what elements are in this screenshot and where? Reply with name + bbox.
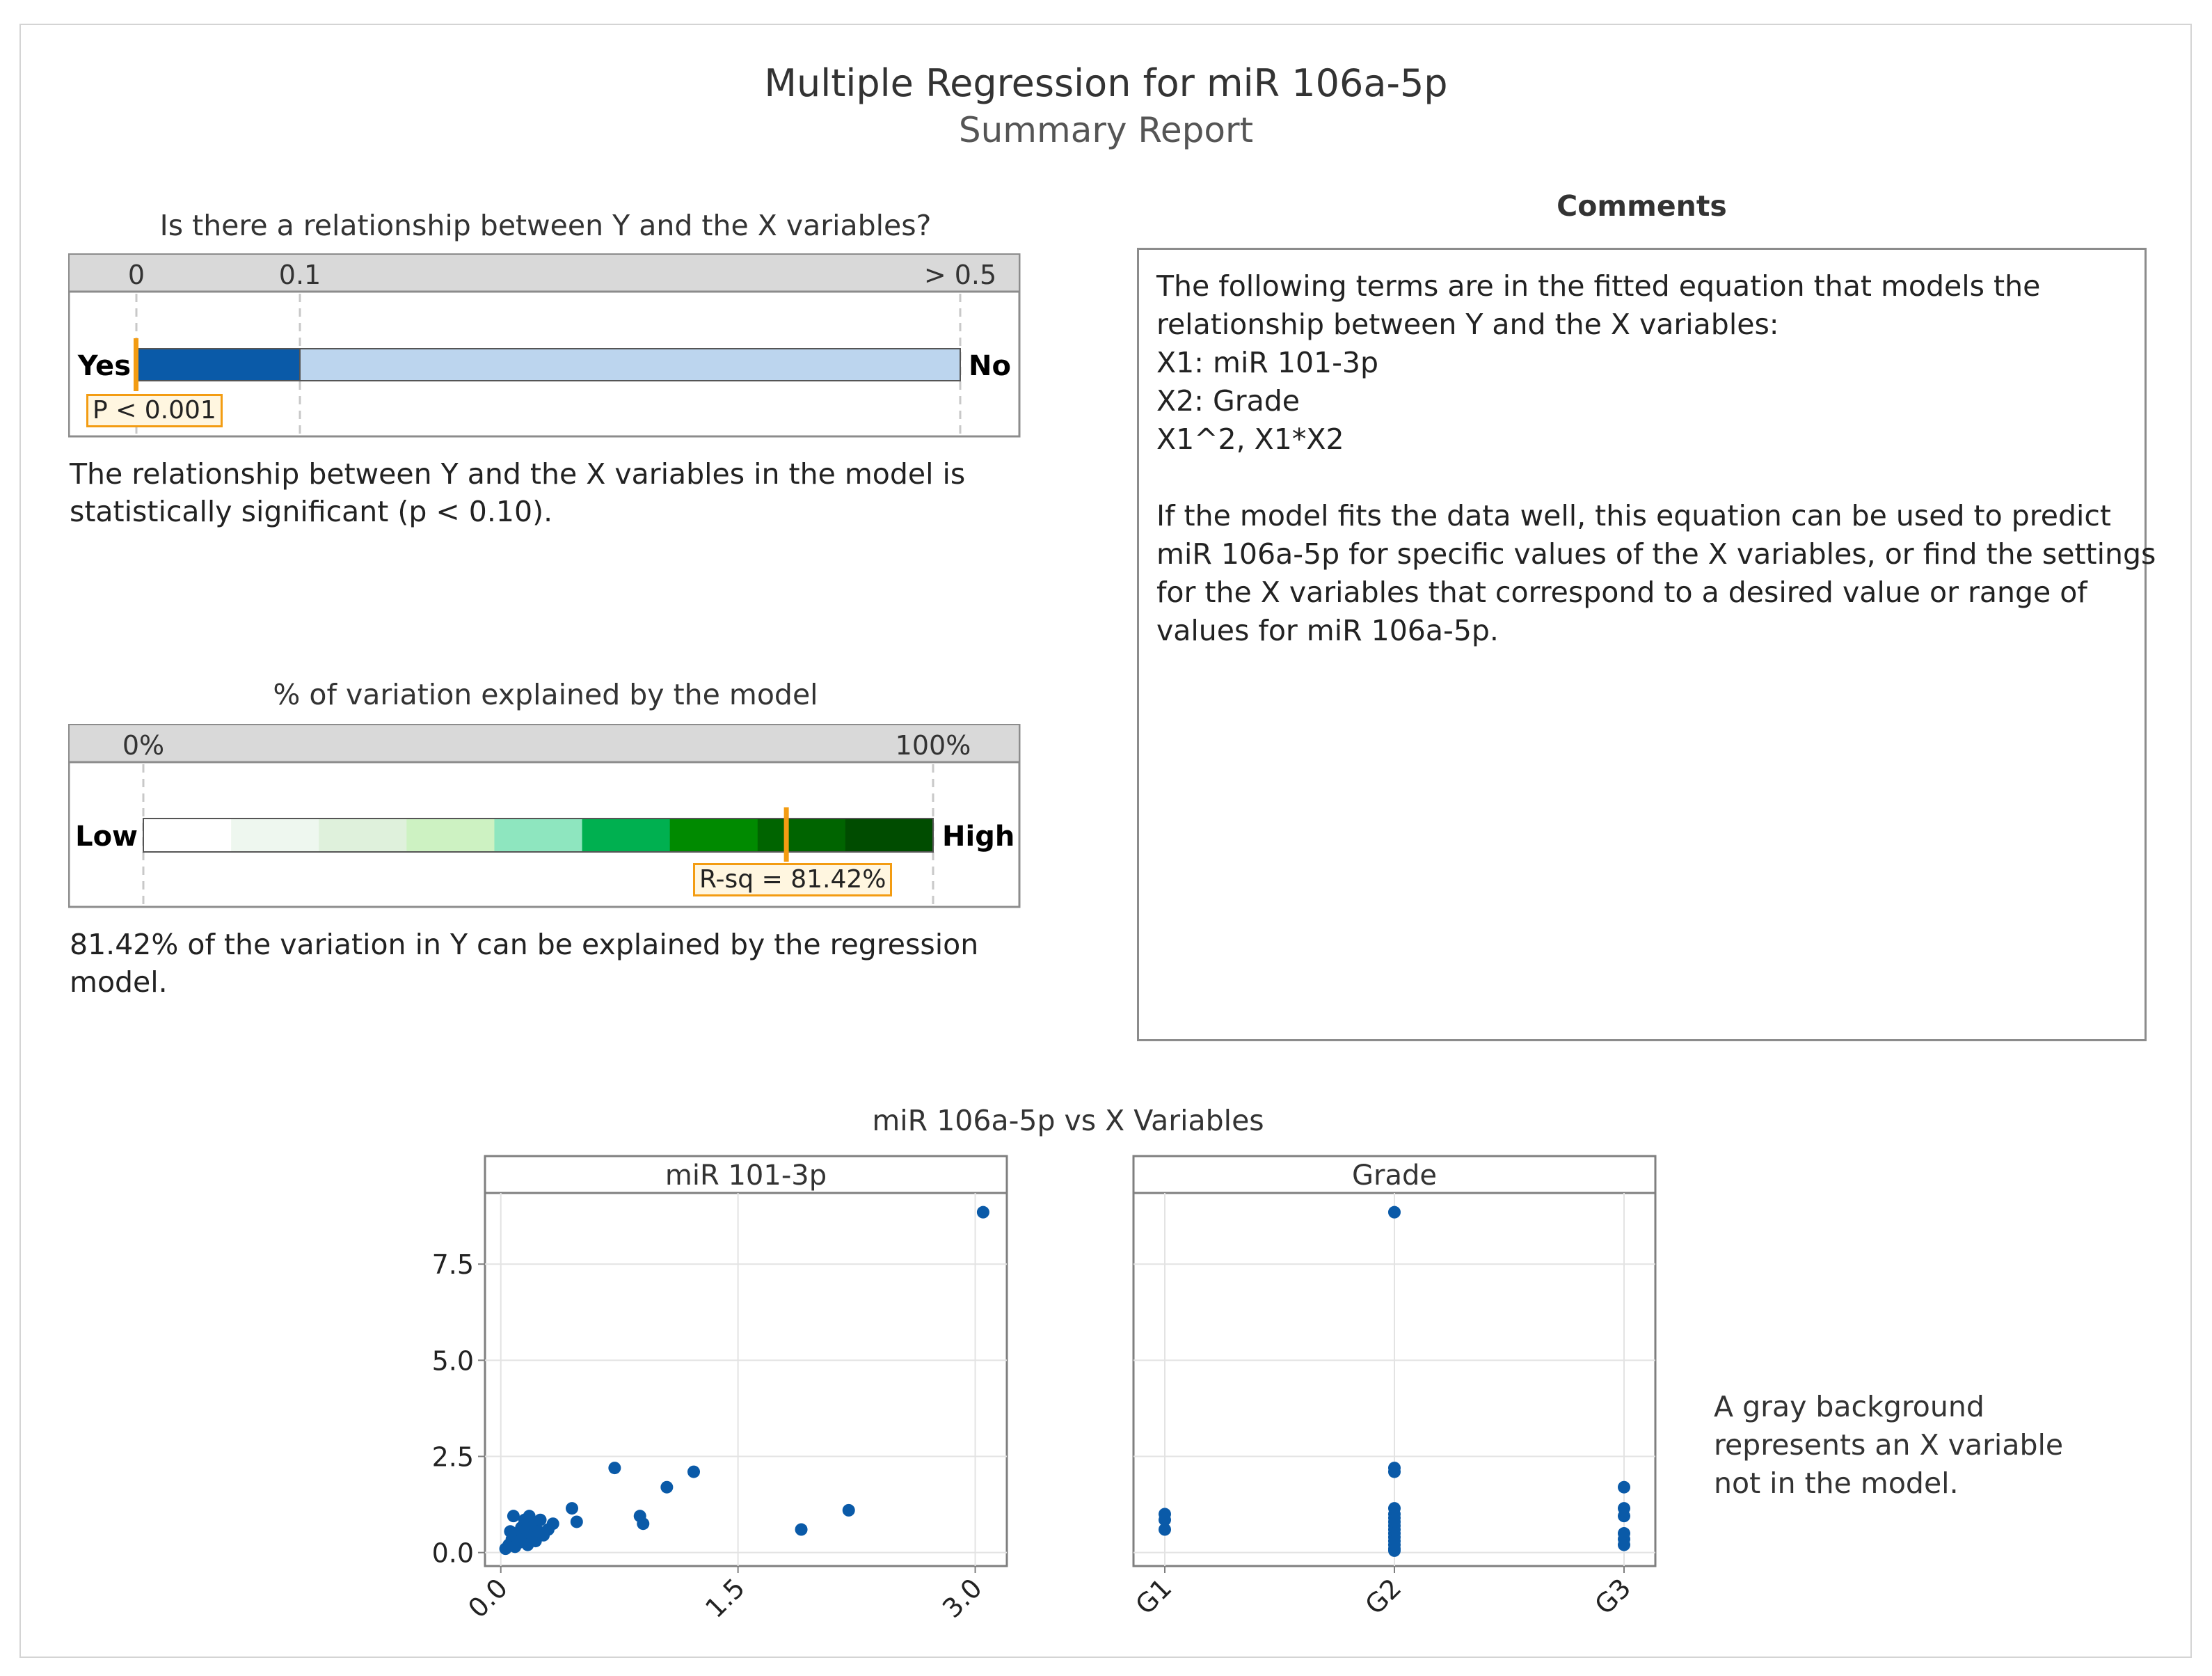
data-point — [507, 1510, 520, 1522]
note-line-3: not in the model. — [1714, 1466, 1959, 1500]
comment-line-5: X1^2, X1*X2 — [1156, 422, 1344, 456]
data-point — [547, 1517, 559, 1530]
relationship-tick-0-1: 0.1 — [278, 260, 321, 290]
x-tick-label: 3.0 — [937, 1572, 988, 1624]
data-point — [977, 1206, 989, 1219]
comment-line-3: X1: miR 101-3p — [1156, 346, 1379, 379]
data-point — [1388, 1206, 1401, 1219]
p-value-label: P < 0.001 — [86, 394, 223, 427]
report-subtitle: Summary Report — [958, 110, 1254, 150]
relationship-text-line-1: The relationship between Y and the X variables in the model is — [70, 457, 966, 491]
x-tick-label: 0.0 — [462, 1572, 514, 1624]
variation-low-label: Low — [75, 821, 138, 853]
note-line-2: represents an X variable — [1714, 1428, 2064, 1462]
comment-line-1: The following terms are in the fitted equation that models the — [1156, 269, 2041, 303]
relationship-p-marker — [134, 338, 138, 391]
data-point — [1618, 1510, 1630, 1522]
data-point — [608, 1462, 621, 1474]
variation-gradient-segment — [758, 819, 846, 851]
y-tick-label: 5.0 — [431, 1345, 474, 1377]
variation-tick-100: 100% — [895, 730, 971, 761]
comment-line-2: relationship between Y and the X variables: — [1156, 308, 1779, 341]
variation-r-sq-marker — [784, 807, 789, 862]
y-tick-label: 2.5 — [431, 1441, 474, 1473]
comment-line-4: X2: Grade — [1156, 384, 1300, 418]
data-point — [1159, 1524, 1171, 1536]
note-line-1: A gray background — [1714, 1390, 1984, 1423]
data-point — [660, 1481, 673, 1494]
scatter-section-heading: miR 106a-5p vs X Variables — [872, 1104, 1264, 1137]
variation-gradient-segment — [845, 819, 934, 851]
comment-line-6: If the model fits the data well, this equation can be used to predict — [1156, 499, 2111, 532]
scatter-plots — [390, 1141, 1698, 1650]
data-point — [571, 1515, 583, 1528]
relationship-tick-0-5: > 0.5 — [923, 260, 997, 290]
r-sq-label: R-sq = 81.42% — [693, 863, 892, 896]
relationship-bar-significant — [136, 349, 300, 381]
relationship-scale-band — [70, 255, 1019, 292]
data-point — [637, 1517, 649, 1530]
variation-text-line-1: 81.42% of the variation in Y can be explained by the regression — [70, 928, 979, 961]
variation-gradient-segment — [319, 819, 407, 851]
relationship-heading: Is there a relationship between Y and the X variables? — [159, 209, 932, 242]
variation-gradient-segment — [406, 819, 495, 851]
variation-text-line-2: model. — [70, 965, 168, 999]
data-point — [1388, 1466, 1401, 1478]
variation-tick-0: 0% — [122, 730, 165, 761]
variation-gradient-segment — [143, 819, 232, 851]
data-point — [843, 1504, 855, 1517]
relationship-text-line-2: statistically significant (p < 0.10). — [70, 495, 553, 528]
data-point — [795, 1524, 808, 1536]
scatter-panel-1 — [432, 1156, 1007, 1624]
variation-gradient-segment — [494, 819, 582, 851]
scatter-panel-2 — [1129, 1156, 1655, 1620]
data-point — [534, 1514, 547, 1526]
variation-gradient-segment — [231, 819, 319, 851]
variation-gradient-segment — [670, 819, 758, 851]
x-tick-label: 1.5 — [699, 1572, 751, 1624]
report-title: Multiple Regression for miR 106a-5p — [764, 61, 1448, 105]
relationship-bar-not-significant — [300, 349, 960, 381]
scatter-plot-area — [485, 1193, 1007, 1566]
data-point — [1618, 1539, 1630, 1551]
comment-line-9: values for miR 106a-5p. — [1156, 614, 1499, 647]
comments-heading: Comments — [1557, 189, 1727, 223]
x-tick-label: G3 — [1589, 1572, 1637, 1621]
data-point — [1618, 1481, 1630, 1494]
comment-line-8: for the X variables that correspond to a desired value or range of — [1156, 576, 2087, 609]
variation-gradient-bar — [143, 819, 934, 851]
data-point — [687, 1466, 700, 1478]
x-tick-label: G1 — [1129, 1572, 1178, 1621]
relationship-no-label: No — [969, 350, 1011, 382]
variation-heading: % of variation explained by the model — [273, 678, 818, 711]
variation-gradient-segment — [582, 819, 671, 851]
relationship-yes-label: Yes — [77, 350, 131, 382]
comment-line-7: miR 106a-5p for specific values of the X variables, or find the settings — [1156, 537, 2156, 571]
relationship-tick-0: 0 — [127, 260, 145, 290]
scatter-panel-title: Grade — [1352, 1160, 1437, 1192]
variation-high-label: High — [942, 821, 1015, 853]
y-tick-label: 0.0 — [431, 1537, 474, 1569]
variation-scale-band — [70, 725, 1019, 762]
scatter-panel-title: miR 101-3p — [665, 1160, 827, 1192]
data-point — [566, 1502, 578, 1515]
x-tick-label: G2 — [1359, 1572, 1408, 1621]
data-point — [1388, 1544, 1401, 1557]
y-tick-label: 7.5 — [431, 1249, 474, 1281]
